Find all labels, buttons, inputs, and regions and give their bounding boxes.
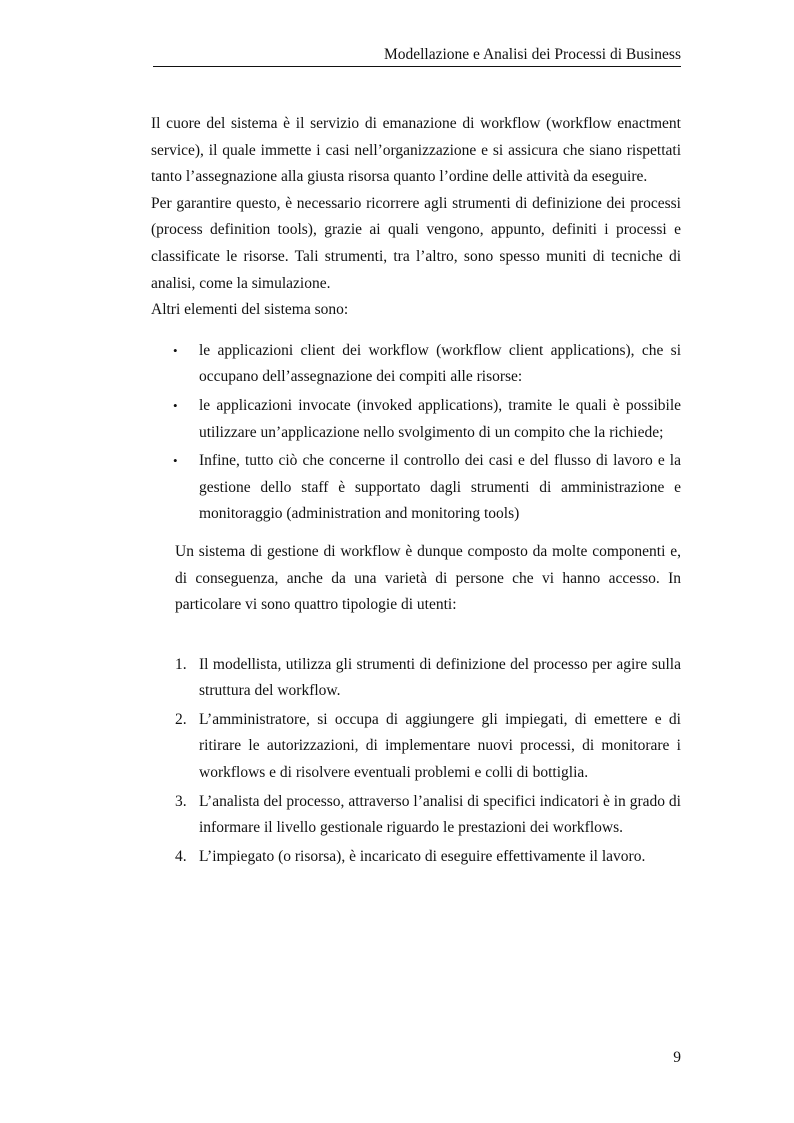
paragraph-enactment-service: Il cuore del sistema è il servizio di emanazione di workflow (workflow enactment service), il quale immette i casi nell’organizzazione e si assicura che siano rispettati tanto l’assegnazione alla giusta risorsa quanto l’ordine delle attività da eseguire. bbox=[151, 115, 681, 186]
list-item-text: le applicazioni client dei workflow (workflow client applications), che si occupano dell’assegnazione dei compiti alle risorse: bbox=[199, 341, 681, 386]
paragraph-other-elements: Altri elementi del sistema sono: bbox=[151, 301, 349, 319]
list-item-text: Il modellista, utilizza gli strumenti di definizione del processo per agire sulla struttura del workflow. bbox=[199, 655, 681, 700]
list-number: 4. bbox=[175, 847, 187, 865]
paragraph-definition-tools: Per garantire questo, è necessario ricorrere agli strumenti di definizione dei processi (process definition tools), grazie ai quali vengono, appunto, definiti i processi e classificate le risorse. Tali strumenti, tra l’altro, sono spesso muniti di tecniche di analisi, come la simulazione. bbox=[151, 194, 681, 292]
header-title: Modellazione e Analisi dei Processi di Business bbox=[383, 46, 681, 63]
list-item-text: L’impiegato (o risorsa), è incaricato di eseguire effettivamente il lavoro. bbox=[199, 847, 646, 865]
list-number: 3. bbox=[175, 792, 187, 810]
list-item-text: le applicazioni invocate (invoked applications), tramite le quali è possibile utilizzare un’applicazione nello svolgimento di un compito che la richiede; bbox=[199, 396, 681, 441]
bullet-icon: • bbox=[173, 397, 178, 413]
list-item bbox=[175, 789, 681, 842]
list-item-text: Infine, tutto ciò che concerne il controllo dei casi e del flusso di lavoro e la gestione dello staff è supportato dagli strumenti di amministrazione e monitoraggio (administration and monitoring tools) bbox=[199, 452, 681, 523]
body-text bbox=[151, 111, 681, 872]
list-item-text: L’amministratore, si occupa di aggiungere gli impiegati, di emettere e di ritirare le autorizzazioni, di implementare nuovi processi, di monitorare i workflows e di risolvere eventuali problemi e colli di bottiglia. bbox=[199, 710, 681, 782]
list-item bbox=[173, 448, 681, 528]
bullet-icon: • bbox=[173, 342, 178, 358]
list-item bbox=[175, 652, 681, 705]
list-item bbox=[173, 393, 681, 446]
numbered-list bbox=[175, 652, 681, 871]
list-item-text: L’analista del processo, attraverso l’analisi di specifici indicatori è in grado di informare il livello gestionale riguardo le prestazioni dei workflows. bbox=[199, 792, 681, 837]
bullet-icon: • bbox=[173, 453, 178, 469]
bullet-list bbox=[173, 338, 681, 528]
page-number: 9 bbox=[673, 1049, 681, 1066]
list-item bbox=[175, 844, 681, 871]
running-header bbox=[153, 48, 681, 67]
list-item bbox=[173, 338, 681, 391]
list-number: 2. bbox=[175, 710, 187, 728]
paragraph-user-types: Un sistema di gestione di workflow è dunque composto da molte componenti e, di conseguenza, anche da una varietà di persone che vi hanno accesso. In particolare vi sono quattro tipologie di utenti: bbox=[175, 542, 681, 614]
list-number: 1. bbox=[175, 655, 187, 673]
list-item bbox=[175, 707, 681, 787]
